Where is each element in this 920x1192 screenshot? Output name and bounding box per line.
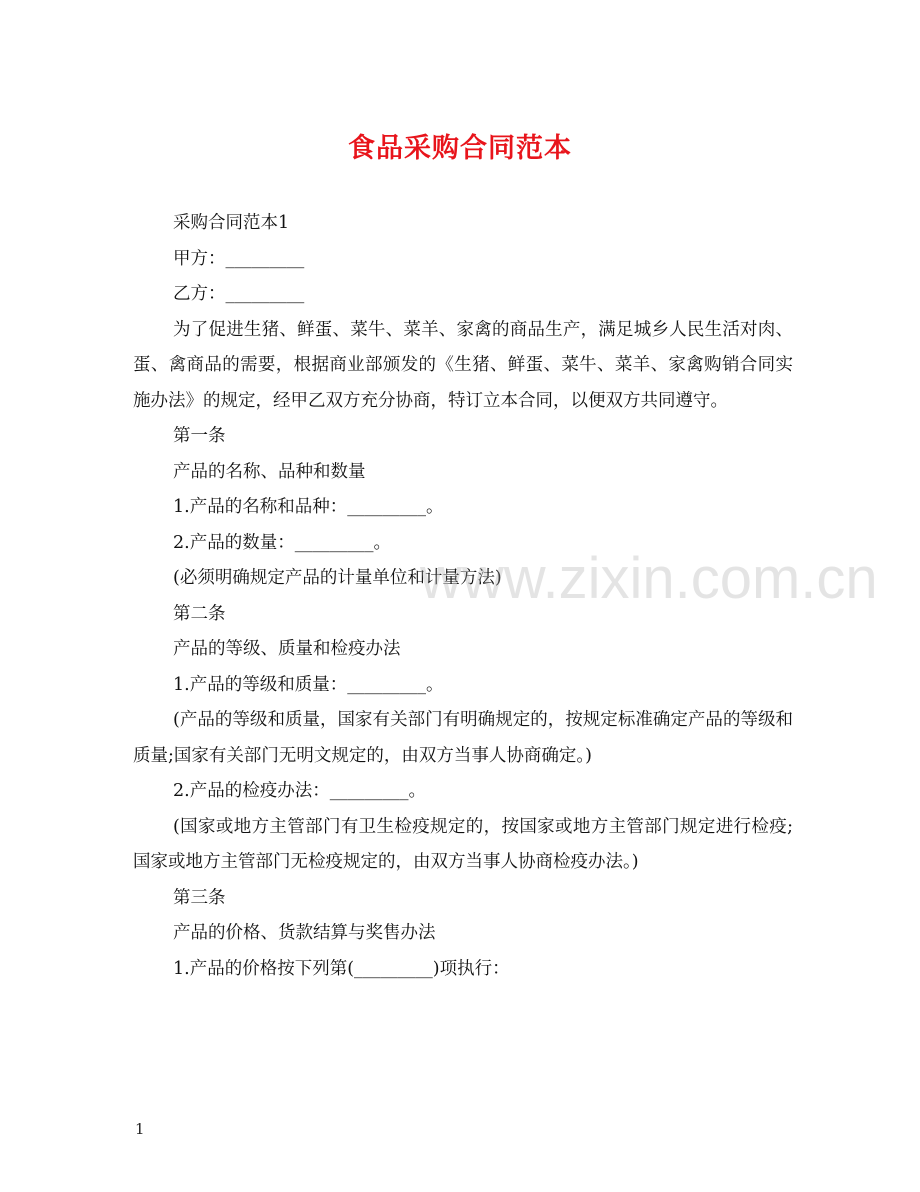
clause-line: 2.产品的数量：_________。 [173, 532, 391, 553]
document-body [133, 206, 793, 987]
clause-line: 1.产品的名称和品种：_________。 [173, 497, 444, 517]
clause-line: 2.产品的检疫办法：_________。 [173, 781, 426, 801]
clause-line: 1.产品的等级和质量：_________。 [173, 674, 444, 695]
party-b-line: 乙方：_________ [173, 284, 305, 304]
page-number: 1 [135, 1120, 145, 1138]
document-title: 食品采购合同范本 [348, 133, 572, 164]
article-heading: 第三条 [173, 887, 226, 908]
section-heading: 采购合同范本1 [173, 213, 290, 233]
article-subtitle: 产品的等级、质量和检疫办法 [173, 639, 401, 659]
article-heading: 第二条 [173, 603, 226, 624]
article-subtitle: 产品的名称、品种和数量 [173, 461, 366, 482]
article-heading: 第一条 [173, 426, 226, 446]
article-subtitle: 产品的价格、货款结算与奖售办法 [173, 923, 436, 943]
clause-line: 1.产品的价格按下列第(_________)项执行： [173, 958, 510, 979]
watermark-text: www.zixin.com.cn [420, 546, 878, 611]
clause-note: (必须明确规定产品的计量单位和计量方法) [173, 568, 502, 588]
party-a-line: 甲方：_________ [173, 248, 305, 269]
clause-note: (产品的等级和质量，国家有关部门有明确规定的，按规定标准确定产品的等级和质量;国家有关部门无明文规定的，由双方当事人协商确定。) [133, 710, 793, 766]
clause-note: (国家或地方主管部门有卫生检疫规定的，按国家或地方主管部门规定进行检疫;国家或地方主管部门无检疫规定的，由双方当事人协商检疫办法。) [133, 816, 793, 872]
preamble-paragraph: 为了促进生猪、鲜蛋、菜牛、菜羊、家禽的商品生产，满足城乡人民生活对肉、蛋、禽商品的需要，根据商业部颁发的《生猪、鲜蛋、菜牛、菜羊、家禽购销合同实施办法》的规定，经甲乙双方充分协商，特订立本合同，以便双方共同遵守。 [133, 319, 793, 411]
